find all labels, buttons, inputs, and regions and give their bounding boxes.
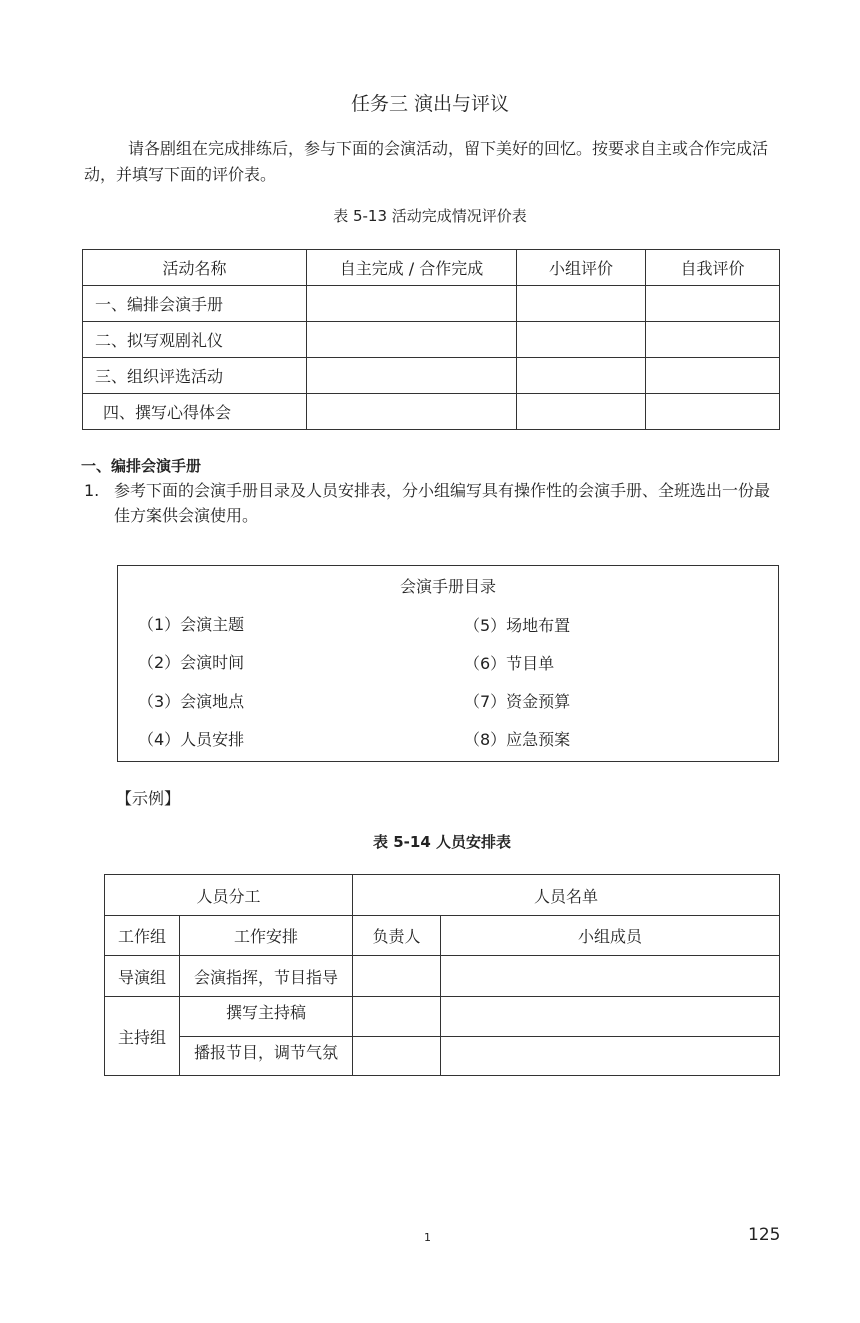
section-heading: 一、编排会演手册 (81, 457, 202, 475)
activity-name-cell: 一、编排会演手册 (83, 286, 307, 322)
group-evaluation-cell[interactable] (517, 322, 646, 358)
activity-name-cell: 三、组织评选活动 (83, 358, 307, 394)
item-text: 参考下面的会演手册目录及人员安排表，分小组编写具有操作性的会演手册、全班选出一份最佳方案供会演使用。 (114, 481, 771, 525)
table-caption-5-14: 表 5-14 人员安排表 (373, 833, 511, 851)
toc-item: （8）应急预案 (464, 730, 571, 749)
header-group-members: 小组成员 (441, 916, 780, 956)
table-header-row (105, 916, 780, 956)
toc-item: （5）场地布置 (464, 616, 571, 635)
header-work-arrangement: 工作安排 (180, 916, 353, 956)
person-in-charge-cell[interactable] (353, 956, 441, 997)
toc-item: （3）会演地点 (138, 692, 245, 711)
list-item (84, 478, 779, 528)
table-row (83, 286, 780, 322)
header-self-evaluation: 自我评价 (646, 250, 780, 286)
toc-item: （1）会演主题 (138, 615, 245, 634)
header-work-group: 工作组 (105, 916, 180, 956)
header-activity-name: 活动名称 (83, 250, 307, 286)
self-evaluation-cell[interactable] (646, 322, 780, 358)
handbook-toc-box (117, 565, 779, 762)
group-evaluation-cell[interactable] (517, 394, 646, 430)
header-completion-mode: 自主完成 / 合作完成 (307, 250, 517, 286)
header-group-evaluation: 小组评价 (517, 250, 646, 286)
header-staff-list: 人员名单 (353, 875, 780, 916)
staff-arrangement-table (104, 874, 780, 1076)
group-members-cell[interactable] (441, 997, 780, 1037)
header-person-in-charge: 负责人 (353, 916, 441, 956)
work-arrangement-cell: 会演指挥，节目指导 (180, 956, 353, 997)
footer-number: 1 (424, 1231, 431, 1244)
group-members-cell[interactable] (441, 1037, 780, 1076)
page-number: 125 (748, 1225, 781, 1245)
table-caption-5-13: 表 5-13 活动完成情况评价表 (333, 207, 527, 225)
completion-mode-cell[interactable] (307, 322, 517, 358)
completion-mode-cell[interactable] (307, 286, 517, 322)
table-header-row (105, 875, 780, 916)
table-row (83, 358, 780, 394)
toc-title: 会演手册目录 (399, 577, 496, 596)
person-in-charge-cell[interactable] (353, 1037, 441, 1076)
group-members-cell[interactable] (441, 956, 780, 997)
example-label: 【示例】 (116, 789, 181, 808)
self-evaluation-cell[interactable] (646, 286, 780, 322)
group-evaluation-cell[interactable] (517, 286, 646, 322)
table-header-row (83, 250, 780, 286)
toc-item: （7）资金预算 (464, 692, 571, 711)
completion-mode-cell[interactable] (307, 358, 517, 394)
group-evaluation-cell[interactable] (517, 358, 646, 394)
table-row (105, 956, 780, 997)
toc-item: （2）会演时间 (138, 653, 245, 672)
table-row (83, 322, 780, 358)
page-title: 任务三 演出与评议 (350, 93, 510, 115)
activity-name-cell: 二、拟写观剧礼仪 (83, 322, 307, 358)
activity-name-cell: 四、撰写心得体会 (83, 394, 307, 430)
toc-item: （6）节目单 (464, 654, 555, 673)
header-staff-division: 人员分工 (105, 875, 353, 916)
work-arrangement-cell: 播报节目，调节气氛 (180, 1037, 353, 1076)
person-in-charge-cell[interactable] (353, 997, 441, 1037)
intro-paragraph: 请各剧组在完成排练后，参与下面的会演活动，留下美好的回忆。按要求自主或合作完成活动，并填写下面的评价表。 (84, 139, 769, 184)
toc-item: （4）人员安排 (138, 730, 245, 749)
work-group-cell: 导演组 (105, 956, 180, 997)
table-row (83, 394, 780, 430)
table-row (105, 997, 780, 1037)
work-arrangement-cell: 撰写主持稿 (180, 997, 353, 1037)
item-number: 1. (84, 481, 100, 500)
evaluation-table (82, 249, 780, 430)
self-evaluation-cell[interactable] (646, 394, 780, 430)
work-group-cell: 主持组 (105, 997, 180, 1076)
table-row (105, 1037, 780, 1076)
self-evaluation-cell[interactable] (646, 358, 780, 394)
completion-mode-cell[interactable] (307, 394, 517, 430)
